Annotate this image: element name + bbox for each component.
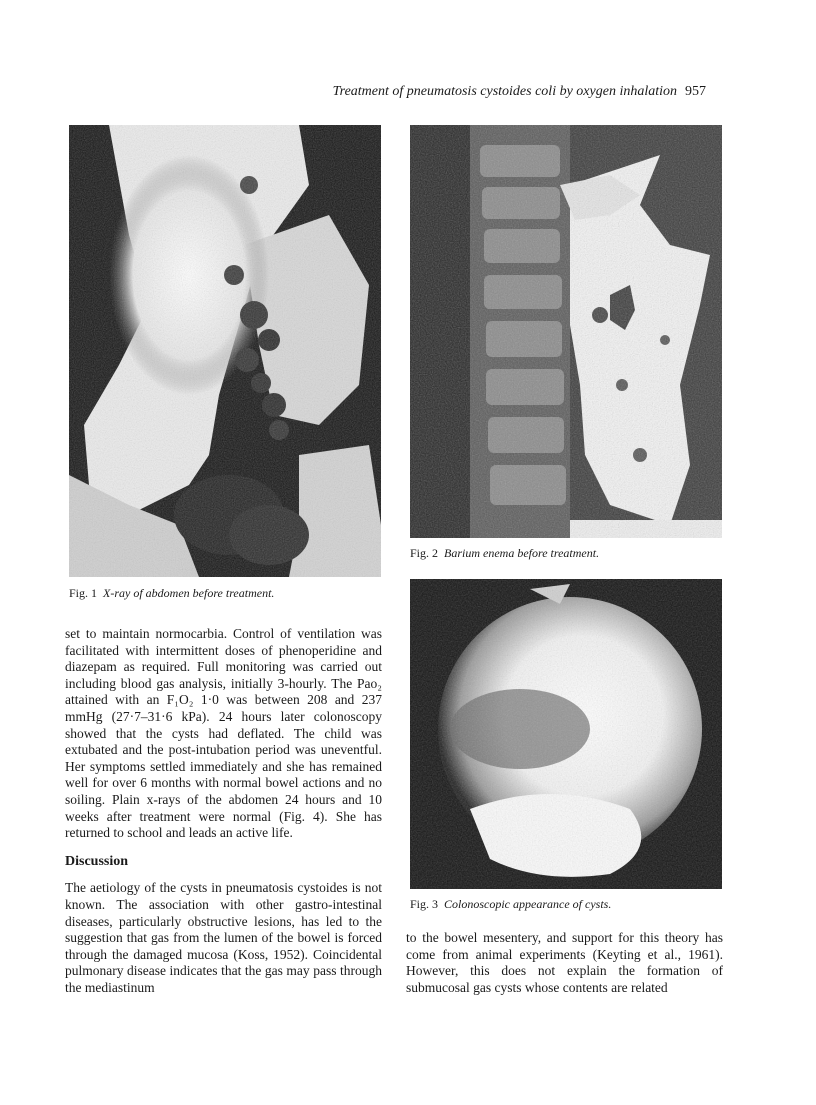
figure-2-caption: [410, 546, 599, 561]
running-title: Treatment of pneumatosis cystoides coli by oxygen inhalation: [332, 84, 677, 99]
figure-3-colonoscopic-image: [410, 579, 722, 889]
right-column-text: [406, 930, 723, 996]
figure-3-label: Fig. 3: [410, 897, 439, 911]
left-column-text: [65, 626, 382, 996]
page-number: 957: [685, 84, 706, 99]
discussion-heading: Discussion: [65, 853, 129, 869]
figure-1-xray-image: [69, 125, 381, 577]
left-paragraph-1: set to maintain normocarbia. Control of ventilation was facilitated with intermittent doses of phenoperidine and diazepam as required. Full monitoring was carried out including blood gas analysis, initially 3-hourly. The Pao₂ attained with an F₁O₂ 1·0 was between 208 and 237 mmHg (27·7–31·6 kPa). 24 hours later colonoscopy showed that the cysts had deflated. The child was extubated and the post-intubation period was uneventful. Her symptoms settled immediately and she has remained well for over 6 months with normal bowel actions and no soiling. Plain x-rays of the abdomen 24 hours and 10 weeks after treatment were normal (Fig. 4). She has returned to school and leads an active life.: [65, 626, 382, 841]
figure-1-xray-drawing: [69, 125, 381, 577]
figure-1-label: Fig. 1: [69, 586, 98, 600]
figure-2-label: Fig. 2: [410, 546, 439, 560]
figure-2-caption-text: Barium enema before treatment.: [444, 546, 600, 560]
figure-1-caption: [69, 586, 274, 601]
figure-2-barium-enema-image: [410, 125, 722, 538]
running-header: [333, 84, 706, 100]
figure-3-photo-drawing: [410, 579, 722, 889]
figure-2-xray-drawing: [410, 125, 722, 538]
figure-3-caption: [410, 897, 611, 912]
figure-3-caption-text: Colonoscopic appearance of cysts.: [444, 897, 612, 911]
right-paragraph-1: to the bowel mesentery, and support for this theory has come from animal experiments (Keyting et al., 1961). However, this does not explain the formation of submucosal gas cysts whose contents are related: [406, 930, 723, 995]
figure-1-caption-text: X-ray of abdomen before treatment.: [103, 586, 275, 600]
left-paragraph-2: The aetiology of the cysts in pneumatosis cystoides is not known. The association with other gastro-intestinal diseases, particularly obstructive lesions, has led to the suggestion that gas from the lumen of the bowel is forced through the damaged mucosa (Koss, 1952). Coincidental pulmonary disease indicates that the gas may pass through the mediastinum: [65, 880, 382, 995]
